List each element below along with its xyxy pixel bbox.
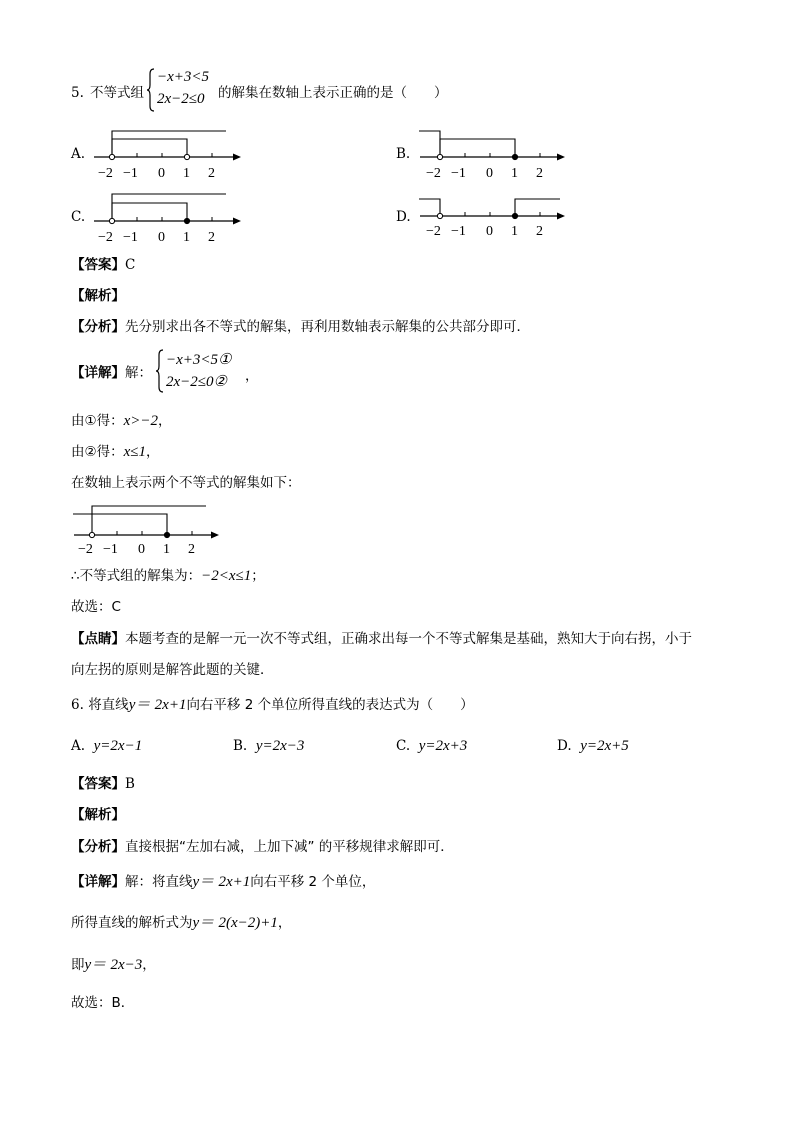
q5-detail-line bbox=[71, 364, 152, 382]
q6-option-c: C. y=2x+3 bbox=[396, 738, 468, 754]
tick-label: 0 bbox=[486, 224, 493, 239]
q5-option-a-number-line bbox=[92, 126, 252, 182]
q5-option-d-letter: D. bbox=[396, 209, 411, 225]
q6-option-a: A. y=2x−1 bbox=[71, 738, 143, 754]
tick-label: −1 bbox=[451, 166, 466, 181]
fenxi-tag: 【分析】 bbox=[71, 319, 125, 335]
answer-value: C bbox=[125, 257, 136, 273]
tick-label: 1 bbox=[163, 542, 170, 557]
q5-inequality-system bbox=[146, 68, 226, 112]
tick-label: 0 bbox=[158, 230, 165, 245]
tick-label: 1 bbox=[183, 166, 190, 181]
tick-label: −2 bbox=[426, 224, 441, 239]
tick-label: 2 bbox=[208, 230, 215, 245]
q5-step1: 由①得：x>−2， bbox=[71, 413, 172, 429]
detail-comma: ， bbox=[245, 368, 259, 384]
q6-choose: 故选：B． bbox=[71, 995, 135, 1011]
q5-eq1: −x+3<5 bbox=[157, 69, 210, 85]
q5-option-b-letter: B. bbox=[396, 146, 411, 162]
tick-label: −2 bbox=[98, 166, 113, 181]
q6-fenxi-line: 【分析】直接根据“左加右减，上加下减” 的平移规律求解即可． bbox=[71, 839, 454, 855]
q5-comment-line1: 【点睛】本题考查的是解一元一次不等式组，正确求出每一个不等式解集是基础，熟知大于向右拐，小于 bbox=[71, 631, 692, 647]
fenxi-text: 先分别求出各不等式的解集，再利用数轴表示解集的公共部分即可． bbox=[125, 319, 530, 335]
tick-label: 2 bbox=[208, 166, 215, 181]
q6-analysis-tag: 【解析】 bbox=[71, 807, 125, 823]
detail-prefix: 解： bbox=[125, 365, 152, 381]
tick-label: −1 bbox=[123, 230, 138, 245]
tick-label: 2 bbox=[536, 166, 543, 181]
tick-label: −2 bbox=[426, 166, 441, 181]
q5-suffix: 的解集在数轴上表示正确的是（ ） bbox=[218, 85, 448, 101]
q5-answer-line bbox=[71, 256, 135, 274]
q6-stem: 6. 将直线y＝ 2x+1向右平移 2 个单位所得直线的表达式为（ ） bbox=[71, 697, 474, 713]
q5-conclusion: ∴不等式组的解集为：−2<x≤1； bbox=[71, 568, 265, 584]
tick-label: −1 bbox=[123, 166, 138, 181]
q5-option-a-letter: A. bbox=[71, 146, 86, 162]
tick-label: 0 bbox=[486, 166, 493, 181]
q5-option-d-number-line bbox=[418, 190, 578, 246]
q5-eq2: 2x−2≤0 bbox=[157, 91, 205, 107]
q5-solution-number-line bbox=[72, 500, 232, 556]
q5-number: 5. bbox=[71, 85, 84, 101]
tick-label: 1 bbox=[511, 224, 518, 239]
tick-label: −2 bbox=[98, 230, 113, 245]
q6-option-b: B. y=2x−3 bbox=[233, 738, 305, 754]
q5-step3: 在数轴上表示两个不等式的解集如下： bbox=[71, 475, 301, 491]
q5-option-b-number-line bbox=[418, 126, 578, 182]
q6-option-d: D. y=2x+5 bbox=[557, 738, 629, 754]
tick-label: −1 bbox=[103, 542, 118, 557]
tick-label: 1 bbox=[183, 230, 190, 245]
q6-detail-line: 【详解】解：将直线y＝ 2x+1向右平移 2 个单位， bbox=[71, 874, 376, 890]
brace-icon bbox=[146, 68, 156, 112]
q5-option-c-letter: C. bbox=[71, 209, 86, 225]
q5-analysis-tag: 【解析】 bbox=[71, 288, 125, 304]
answer-tag: 【答案】 bbox=[71, 257, 125, 273]
detail-eq2: 2x−2≤0② bbox=[166, 374, 227, 390]
q5-fenxi-line bbox=[71, 318, 530, 336]
q6-answer-line: 【答案】B bbox=[71, 776, 135, 792]
tick-label: 2 bbox=[188, 542, 195, 557]
q5-step2: 由②得：x≤1， bbox=[71, 444, 160, 460]
q5-option-c-number-line bbox=[92, 190, 252, 246]
tick-label: −2 bbox=[78, 542, 93, 557]
tick-label: 0 bbox=[138, 542, 145, 557]
comment-tag: 【点睛】 bbox=[71, 631, 125, 647]
tick-label: 2 bbox=[536, 224, 543, 239]
brace-icon bbox=[155, 349, 165, 393]
tick-label: −1 bbox=[451, 224, 466, 239]
detail-tag: 【详解】 bbox=[71, 365, 125, 381]
q5-prefix: 不等式组 bbox=[90, 85, 144, 101]
q6-result-line: 所得直线的解析式为y＝ 2(x−2)+1， bbox=[71, 915, 292, 931]
q5-choose: 故选：C bbox=[71, 599, 121, 615]
q6-simplify-line: 即y＝ 2x−3， bbox=[71, 957, 156, 973]
tick-label: 0 bbox=[158, 166, 165, 181]
q5-comment-line2: 向左拐的原则是解答此题的关键． bbox=[71, 662, 274, 678]
detail-eq1: −x+3<5① bbox=[166, 352, 232, 368]
tick-label: 1 bbox=[511, 166, 518, 181]
